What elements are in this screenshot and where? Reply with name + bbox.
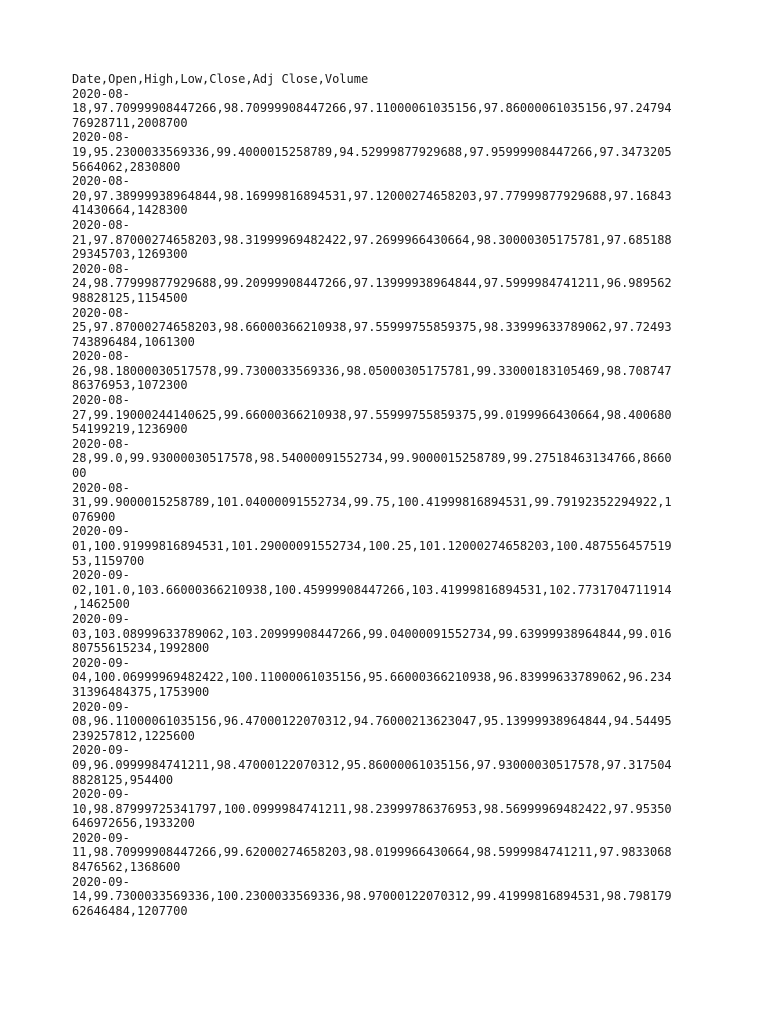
csv-line: 26,98.18000030517578,99.7300033569336,98.05000305175781,99.33000183105469,98.708747 — [72, 363, 672, 378]
csv-line: 09,96.0999984741211,98.47000122070312,95.86000061035156,97.93000030517578,97.317504 — [72, 757, 672, 772]
csv-line: 31,99.9000015258789,101.04000091552734,99.75,100.41999816894531,99.79192352294922,1 — [72, 495, 672, 510]
csv-line: 8476562,1368600 — [72, 860, 181, 875]
csv-line: 2020-08- — [72, 217, 130, 232]
csv-line: 11,98.70999908447266,99.62000274658203,98.0199966430664,98.5999984741211,97.9833068 — [72, 845, 672, 860]
csv-line: 24,98.77999877929688,99.20999908447266,97.13999938964844,97.5999984741211,96.989562 — [72, 276, 672, 291]
csv-line: 98828125,1154500 — [72, 290, 188, 305]
csv-line: 21,97.87000274658203,98.31999969482422,97.2699966430664,98.30000305175781,97.685188 — [72, 232, 672, 247]
csv-line: 2020-08- — [72, 480, 130, 495]
csv-line: 743896484,1061300 — [72, 334, 195, 349]
csv-line: 2020-08- — [72, 174, 130, 189]
csv-line: 2020-09- — [72, 874, 130, 889]
csv-line: 2020-09- — [72, 699, 130, 714]
csv-line: 18,97.70999908447266,98.70999908447266,97.11000061035156,97.86000061035156,97.24794 — [72, 101, 672, 116]
csv-line: 28,99.0,99.93000030517578,98.54000091552734,99.9000015258789,99.27518463134766,8660 — [72, 451, 672, 466]
csv-line: 29345703,1269300 — [72, 247, 188, 262]
csv-header: Date,Open,High,Low,Close,Adj Close,Volume — [72, 72, 369, 86]
csv-line: 19,95.2300033569336,99.4000015258789,94.52999877929688,97.95999908447266,97.3473205 — [72, 144, 672, 159]
csv-line: 2020-08- — [72, 349, 130, 364]
csv-line: 2020-09- — [72, 524, 130, 539]
csv-line: 2020-09- — [72, 611, 130, 626]
csv-line: 04,100.06999969482422,100.11000061035156,95.66000366210938,96.83999633789062,96.234 — [72, 670, 672, 685]
csv-line: 62646484,1207700 — [72, 903, 188, 918]
csv-line: 02,101.0,103.66000366210938,100.45999908447266,103.41999816894531,102.7731704711914 — [72, 582, 672, 597]
csv-line: 80755615234,1992800 — [72, 641, 210, 656]
csv-line: 2020-09- — [72, 787, 130, 802]
csv-line: 03,103.08999633789062,103.20999908447266,99.04000091552734,99.63999938964844,99.016 — [72, 626, 672, 641]
csv-line: 08,96.11000061035156,96.47000122070312,94.76000213623047,95.13999938964844,94.54495 — [72, 714, 672, 729]
csv-line: 25,97.87000274658203,98.66000366210938,97.55999755859375,98.33999633789062,97.72493 — [72, 320, 672, 335]
csv-line: 2020-09- — [72, 743, 130, 758]
csv-line: 00 — [72, 466, 87, 481]
csv-line: 27,99.19000244140625,99.66000366210938,97.55999755859375,99.0199966430664,98.400680 — [72, 407, 672, 422]
csv-line: 2020-08- — [72, 86, 130, 101]
csv-line: 14,99.7300033569336,100.2300033569336,98.97000122070312,99.41999816894531,98.798179 — [72, 889, 672, 904]
csv-line: 2020-09- — [72, 830, 130, 845]
csv-line: 53,1159700 — [72, 553, 145, 568]
csv-line: 2020-08- — [72, 130, 130, 145]
document-page — [72, 72, 700, 918]
csv-line: 076900 — [72, 509, 116, 524]
csv-line: 31396484375,1753900 — [72, 684, 210, 699]
csv-line: ,1462500 — [72, 597, 130, 612]
csv-line: 2020-08- — [72, 393, 130, 408]
csv-line: 2020-08- — [72, 305, 130, 320]
csv-line: 646972656,1933200 — [72, 816, 195, 831]
csv-line: 239257812,1225600 — [72, 728, 195, 743]
csv-line: 41430664,1428300 — [72, 203, 188, 218]
csv-line: 86376953,1072300 — [72, 378, 188, 393]
csv-line: 54199219,1236900 — [72, 422, 188, 437]
csv-line: 20,97.38999938964844,98.16999816894531,97.12000274658203,97.77999877929688,97.16843 — [72, 188, 672, 203]
csv-line: 8828125,954400 — [72, 772, 174, 787]
csv-line: 01,100.91999816894531,101.29000091552734,100.25,101.12000274658203,100.487556457519 — [72, 539, 672, 553]
csv-line: 2020-09- — [72, 568, 130, 583]
csv-body — [72, 87, 700, 919]
csv-line: 2020-09- — [72, 655, 130, 670]
csv-line: 2020-08- — [72, 261, 130, 276]
csv-line: 2020-08- — [72, 436, 130, 451]
csv-line: 10,98.87999725341797,100.0999984741211,98.23999786376953,98.56999969482422,97.95350 — [72, 801, 672, 816]
csv-line: 5664062,2830800 — [72, 159, 181, 174]
csv-line: 76928711,2008700 — [72, 115, 188, 130]
